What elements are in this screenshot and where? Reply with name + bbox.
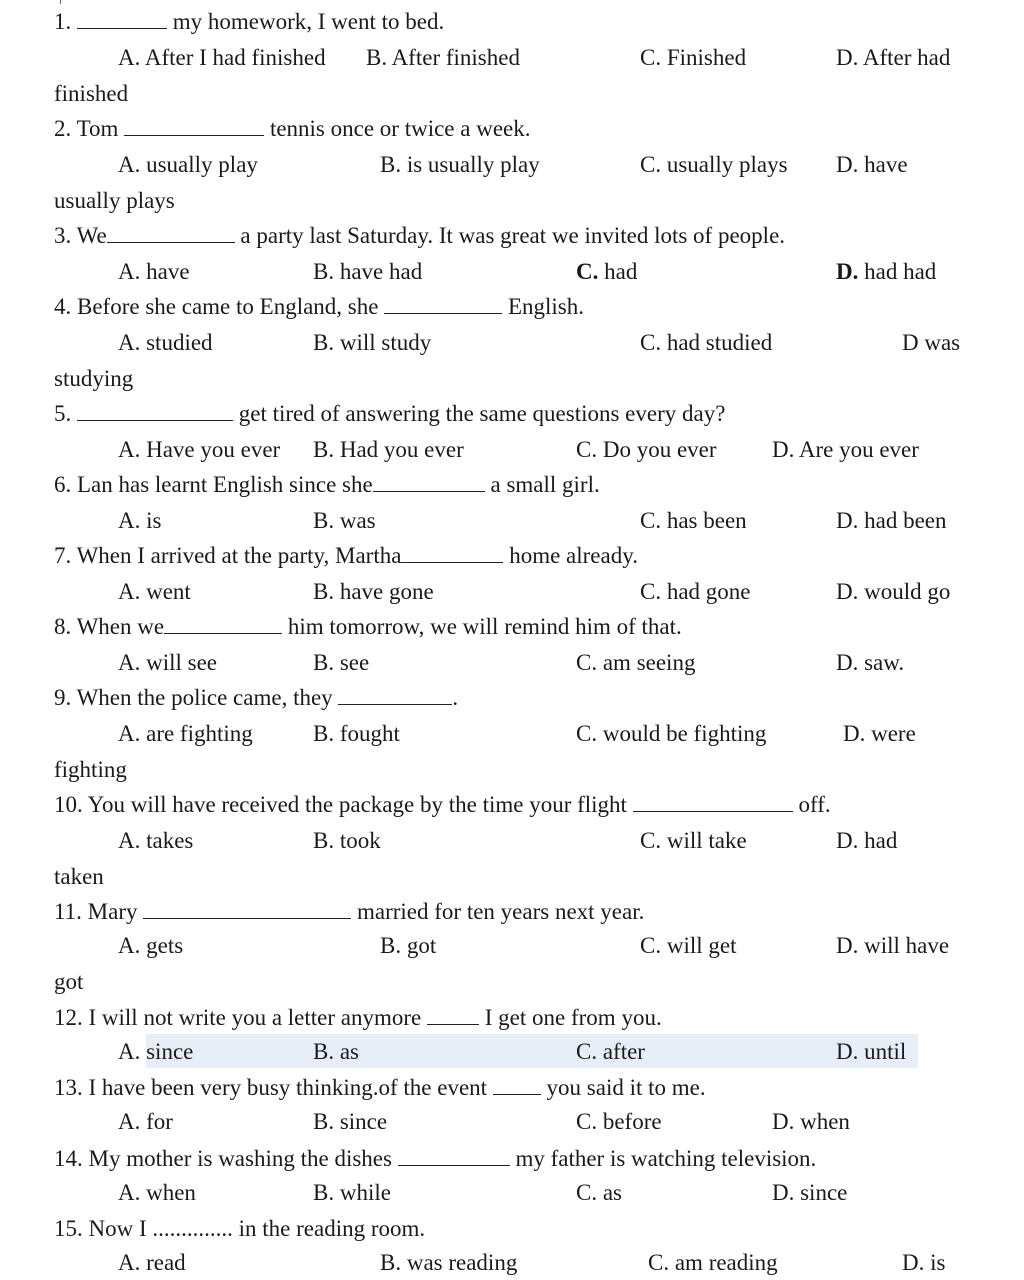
question-3: 3. We a party last Saturday. It was great we invited lots of people. [54,223,786,248]
option-1b[interactable]: B. After finished [366,45,520,70]
option-1a[interactable]: A. After I had finished [118,45,326,70]
option-4a[interactable]: A. studied [118,330,213,355]
question-6: 6. Lan has learnt English since she a small girl. [54,472,600,497]
option-1c[interactable]: C. Finished [640,45,747,70]
option-12d[interactable]: D. until [836,1039,907,1064]
answer-blank[interactable] [633,793,793,812]
option-10a[interactable]: A. takes [118,828,194,853]
option-12b[interactable]: B. as [313,1039,359,1064]
answer-blank[interactable] [124,117,264,136]
question-7: 7. When I arrived at the party, Martha home already. [54,543,638,568]
option-3b[interactable]: B. have had [313,259,423,284]
option-5c[interactable]: C. Do you ever [576,437,717,462]
option-8c[interactable]: C. am seeing [576,650,696,675]
question-14: 14. My mother is washing the dishes my father is watching television. [54,1146,817,1171]
option-12a[interactable]: A. since [118,1039,194,1064]
option-7c[interactable]: C. had gone [640,579,751,604]
option-14a[interactable]: A. when [118,1180,196,1205]
question-5: 5. get tired of answering the same questions every day? [54,401,726,426]
question-2: 2. Tom tennis once or twice a week. [54,116,531,141]
option-8b[interactable]: B. see [313,650,370,675]
option-wrap: taken [54,864,104,889]
answer-blank[interactable] [77,10,167,29]
option-2a[interactable]: A. usually play [118,152,258,177]
option-7d[interactable]: D. would go [836,579,951,604]
option-5b[interactable]: B. Had you ever [313,437,464,462]
option-4b[interactable]: B. will study [313,330,432,355]
option-5d[interactable]: D. Are you ever [772,437,919,462]
answer-blank[interactable]: .............. [152,1216,233,1241]
answer-blank[interactable] [401,544,503,563]
option-6a[interactable]: A. is [118,508,162,533]
option-14d[interactable]: D. since [772,1180,848,1205]
answer-blank[interactable] [373,473,485,492]
option-14c[interactable]: C. as [576,1180,622,1205]
option-8a[interactable]: A. will see [118,650,218,675]
answer-blank[interactable] [107,224,235,243]
option-3a[interactable]: A. have [118,259,190,284]
question-9: 9. When the police came, they . [54,685,459,710]
question-1: 1. my homework, I went to bed. [54,9,445,34]
option-9c[interactable]: C. would be fighting [576,721,767,746]
answer-blank[interactable] [77,402,233,421]
question-15: 15. Now I .............. in the reading room. [54,1216,426,1241]
option-13c[interactable]: C. before [576,1109,662,1134]
question-12: 12. I will not write you a letter anymore I get one from you. [54,1005,662,1030]
option-1d[interactable]: D. After had [836,45,951,70]
option-13a[interactable]: A. for [118,1109,173,1134]
question-10: 10. You will have received the package by the time your flight off. [54,792,831,817]
option-4c[interactable]: C. had studied [640,330,773,355]
option-8d[interactable]: D. saw. [836,650,905,675]
option-9a[interactable]: A. are fighting [118,721,253,746]
option-9d[interactable]: D. were [843,721,916,746]
answer-blank[interactable] [164,615,282,634]
option-15c[interactable]: C. am reading [648,1250,778,1275]
option-3d[interactable]: D. had had [836,259,937,284]
option-11a[interactable]: A. gets [118,933,184,958]
option-2b[interactable]: B. is usually play [380,152,540,177]
option-11b[interactable]: B. got [380,933,437,958]
option-2c[interactable]: C. usually plays [640,152,788,177]
answer-blank[interactable] [338,686,452,705]
option-wrap: studying [54,366,134,391]
option-15b[interactable]: B. was reading [380,1250,518,1275]
option-6b[interactable]: B. was [313,508,376,533]
option-3c[interactable]: C. had [576,259,638,284]
question-8: 8. When we him tomorrow, we will remind him of that. [54,614,682,639]
option-row-highlight [146,1034,918,1068]
option-10b[interactable]: B. took [313,828,381,853]
question-11: 11. Mary married for ten years next year. [54,899,645,924]
option-11d[interactable]: D. will have [836,933,950,958]
option-15a[interactable]: A. read [118,1250,186,1275]
option-13d[interactable]: D. when [772,1109,850,1134]
option-10c[interactable]: C. will take [640,828,747,853]
option-11c[interactable]: C. will get [640,933,737,958]
question-13: 13. I have been very busy thinking.of the event you said it to me. [54,1075,706,1100]
option-2d[interactable]: D. have [836,152,908,177]
option-6c[interactable]: C. has been [640,508,747,533]
option-4d[interactable]: D was [902,330,961,355]
option-wrap: usually plays [54,188,175,213]
answer-blank[interactable] [493,1076,541,1095]
option-7a[interactable]: A. went [118,579,191,604]
option-wrap: finished [54,81,129,106]
option-13b[interactable]: B. since [313,1109,388,1134]
option-6d[interactable]: D. had been [836,508,947,533]
answer-blank[interactable] [143,900,351,919]
option-10d[interactable]: D. had [836,828,898,853]
option-15d[interactable]: D. is [902,1250,946,1275]
question-4: 4. Before she came to England, she English. [54,294,584,319]
top-divider [0,0,1024,4]
option-5a[interactable]: A. Have you ever [118,437,281,462]
option-wrap: got [54,969,84,994]
option-9b[interactable]: B. fought [313,721,400,746]
answer-blank[interactable] [398,1147,510,1166]
option-7b[interactable]: B. have gone [313,579,434,604]
option-12c[interactable]: C. after [576,1039,645,1064]
option-wrap: fighting [54,757,127,782]
option-14b[interactable]: B. while [313,1180,391,1205]
answer-blank[interactable] [427,1006,479,1025]
answer-blank[interactable] [384,295,502,314]
